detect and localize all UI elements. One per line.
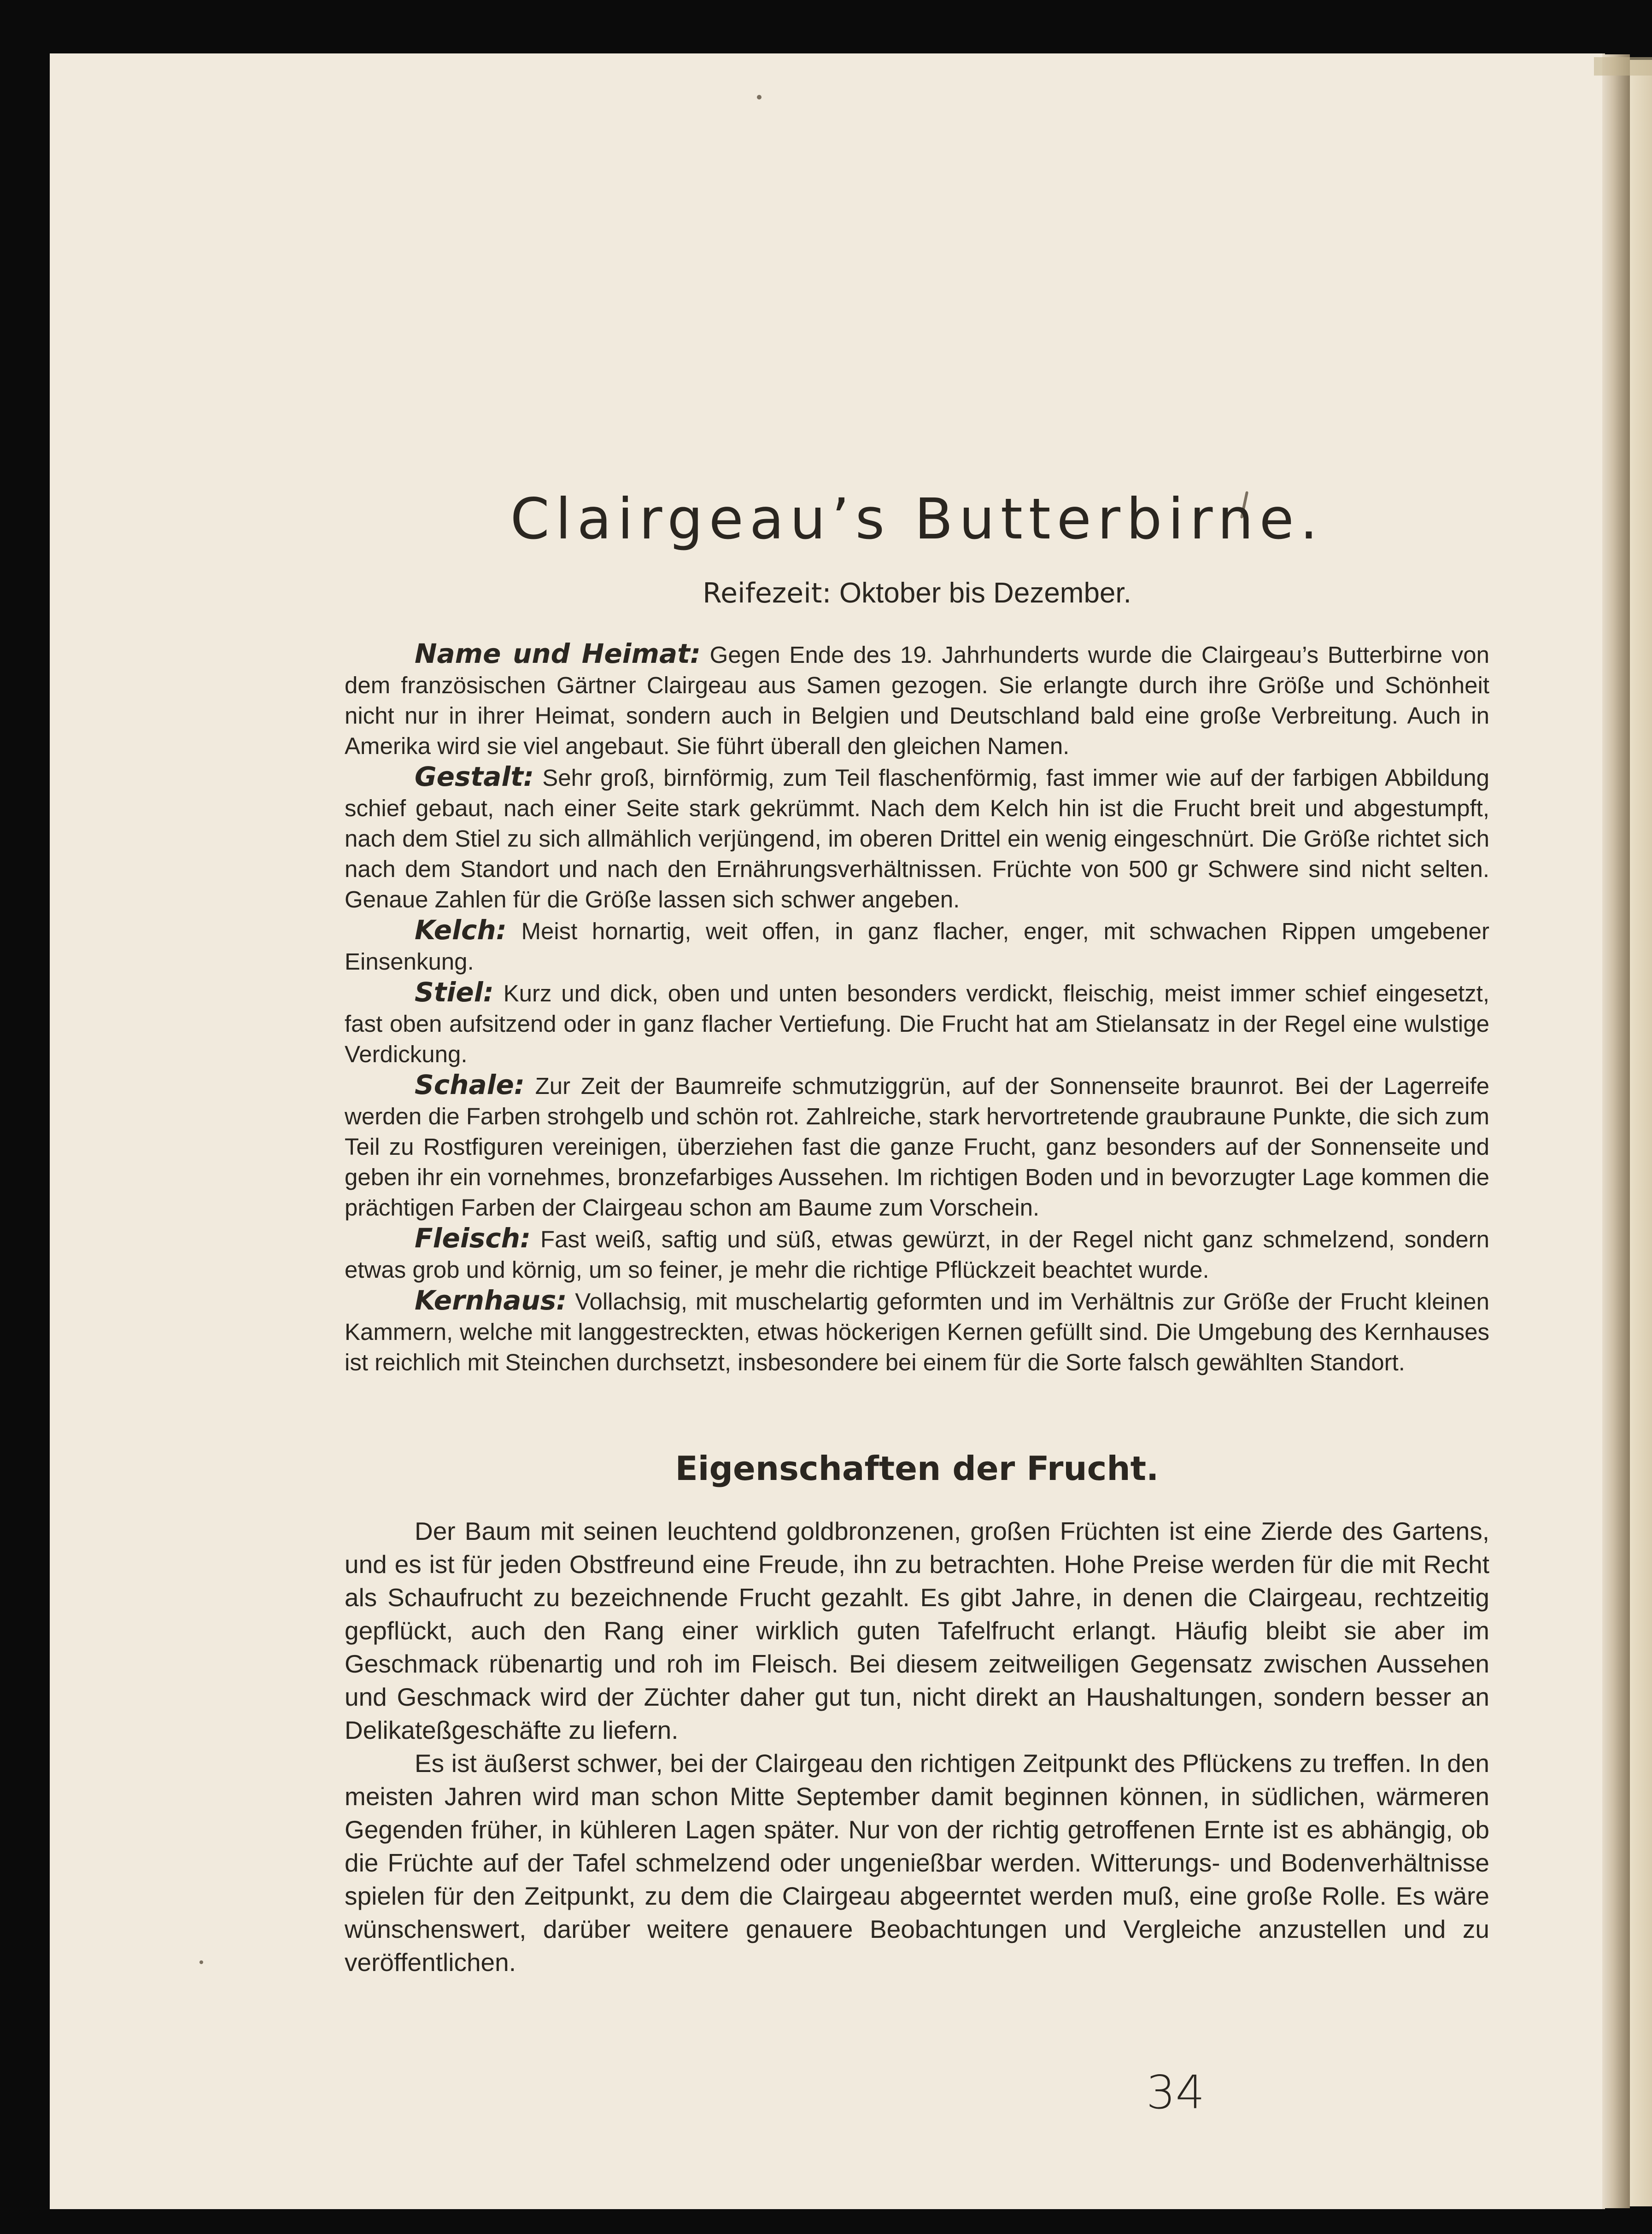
ripening-value: Oktober bis Dezember.: [839, 577, 1131, 609]
section-text: Sehr groß, birnförmig, zum Teil flaschenförmig, fast immer wie auf der farbigen Abbildung schief gebaut, nach einer Seite stark gekrümmt. Nach dem Kelch hin ist die Frucht breit und abgestumpft, nach dem Stiel zu sich allmählich verjüngend, im oberen Drittel ein wenig eingeschnürt. Die Größe richtet sich nach dem Standort und nach den Ernährungsverhältnissen. Früchte von 500 gr Schwere sind nicht selten. Genaue Zahlen für die Größe lassen sich schwer angeben.: [345, 765, 1489, 912]
section-gestalt: [345, 761, 1489, 915]
properties-paragraph: Der Baum mit seinen leuchtend goldbronzenen, großen Früchten ist eine Zierde des Gartens, und es ist für jeden Obstfreund eine Freude, ihn zu betrachten. Hohe Preise werden für die mit Recht als Schaufrucht zu bezeichnende Frucht gezahlt. Es gibt Jahre, in denen die Clairgeau, rechtzeitig gepflückt, auch den Rang einer wirklich guten Tafelfrucht erlangt. Häufig bleibt sie aber im Geschmack rübenartig und roh im Fleisch. Bei diesem zeitweiligen Gegensatz zwischen Aussehen und Geschmack wird der Züchter daher gut tun, nicht direkt an Haushaltungen, sondern besser an Delikateßgeschäfte zu liefern.: [345, 1517, 1489, 1744]
section-term: Kernhaus:: [415, 1285, 567, 1316]
properties-body: [345, 1515, 1489, 1979]
page-number: 34: [1146, 2065, 1205, 2119]
section-text: Zur Zeit der Baumreife schmutziggrün, auf der Sonnenseite braunrot. Bei der Lagerreife werden die Farben strohgelb und schön rot. Zahlreiche, stark hervortretende graubraune Punkte, die sich zum Teil zu Rostfiguren vereinigen, überziehen fast die ganze Frucht, ganz besonders auf der Sonnenseite und geben ihr ein vornehmes, bronzefarbiges Aussehen. Im richtigen Boden und in bevorzugter Lage kommen die prächtigen Farben der Clairgeau schon am Baume zum Vorschein.: [345, 1073, 1490, 1221]
next-page-edge: [1630, 60, 1652, 2206]
section-term: Stiel:: [415, 977, 494, 1008]
section-schale: [345, 1070, 1489, 1223]
section-text: Meist hornartig, weit offen, in ganz flacher, enger, mit schwachen Rippen umgebener Einsenkung.: [345, 918, 1490, 975]
section-kernhaus: [345, 1285, 1489, 1378]
section-stiel: [345, 977, 1489, 1070]
paper-speck: [757, 95, 762, 99]
section-name-heimat: [345, 638, 1489, 761]
section-term: Name und Heimat:: [415, 638, 701, 669]
page-title: Clairgeau’s Butterbirne.: [510, 486, 1324, 552]
section-text: Kurz und dick, oben und unten besonders verdickt, fleischig, meist immer schief eingesetzt, fast oben aufsitzend oder in ganz flacher Vertiefung. Die Frucht hat am Stielansatz in der Regel eine wulstige Verdickung.: [345, 980, 1489, 1067]
binding-mark: [1594, 57, 1652, 76]
book-page: [50, 53, 1605, 2209]
description-body: [345, 638, 1489, 1378]
properties-heading: Eigenschaften der Frucht.: [675, 1449, 1159, 1488]
section-term: Schale:: [415, 1069, 525, 1100]
properties-paragraph: Es ist äußerst schwer, bei der Clairgeau den richtigen Zeitpunkt des Pflückens zu treffen. In den meisten Jahren wird man schon Mitte September damit beginnen können, in südlichen, wärmeren Gegenden früher, in kühleren Lagen später. Nur von der richtig getroffenen Ernte ist es abhängig, ob die Früchte auf der Tafel schmelzend oder ungenießbar werden. Witterungs- und Bodenverhältnisse spielen für den Zeitpunkt, zu dem die Clairgeau abgeerntet werden muß, eine große Rolle. Es wäre wünschenswert, darüber weitere genauere Beobachtungen und Vergleiche anzustellen und zu veröffentlichen.: [345, 1749, 1489, 1977]
section-text: Gegen Ende des 19. Jahrhunderts wurde die Clairgeau’s Butterbirne von dem französischen Gärtner Clairgeau aus Samen gezogen. Sie erlangte durch ihre Größe und Schönheit nicht nur in ihrer Heimat, sondern auch in Belgien und Deutschland bald eine große Verbreitung. Auch in Amerika wird sie viel angebaut. Sie führt überall den gleichen Namen.: [345, 642, 1489, 759]
section-term: Kelch:: [415, 914, 507, 946]
paper-speck: [199, 1960, 203, 1964]
section-kelch: [345, 915, 1489, 977]
ripening-time: [345, 577, 1489, 609]
page-edge-shadow: [1602, 54, 1630, 2208]
section-text: Fast weiß, saftig und süß, etwas gewürzt, in der Regel nicht ganz schmelzend, sondern etwas grob und körnig, um so feiner, je mehr die richtige Pflückzeit beachtet wurde.: [345, 1226, 1490, 1283]
section-term: Fleisch:: [415, 1222, 531, 1254]
ripening-label: Reifezeit:: [703, 577, 832, 609]
section-term: Gestalt:: [415, 761, 534, 792]
section-text: Vollachsig, mit muschelartig geformten und im Verhältnis zur Größe der Frucht kleinen Kammern, welche mit langgestreckten, etwas höckerigen Kernen gefüllt sind. Die Umgebung des Kernhauses ist reichlich mit Steinchen durchsetzt, insbesondere bei einem für die Sorte falsch gewählten Standort.: [345, 1288, 1489, 1375]
section-fleisch: [345, 1223, 1489, 1285]
